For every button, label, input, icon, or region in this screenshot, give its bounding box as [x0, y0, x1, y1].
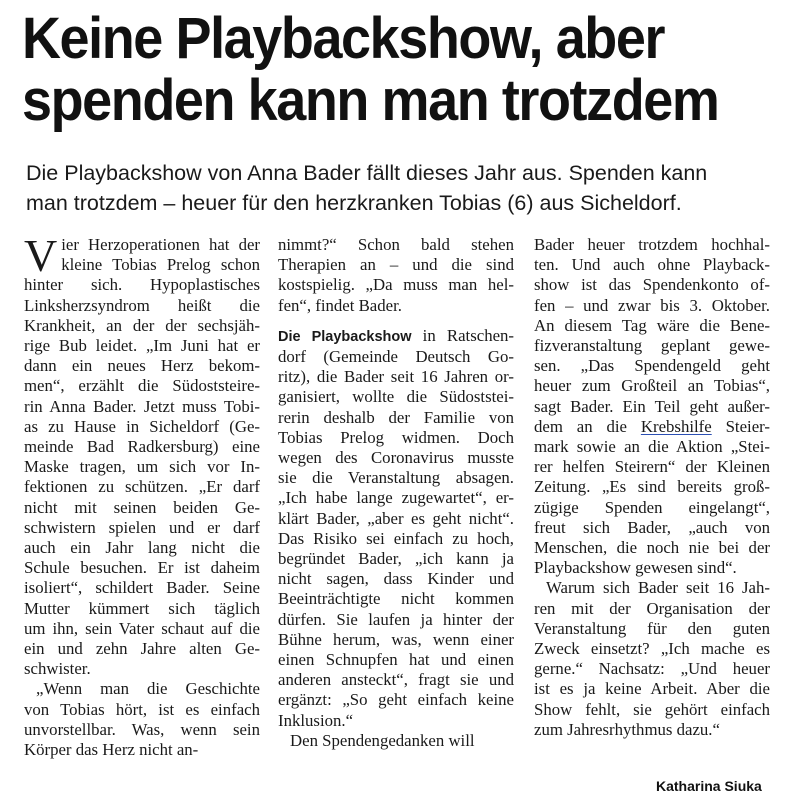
headline-line-2: spenden kann man trotzdem: [22, 68, 719, 133]
text-line: Menschen, die noch nie bei der: [534, 538, 770, 558]
text-line: rige Bub leidet. „Im Juni hat er: [24, 336, 260, 356]
text-line: dann ein neues Herz bekom-: [24, 356, 260, 376]
text-line: meinde Bad Radkersburg) eine: [24, 437, 260, 457]
text-line: Mutter kümmert sich täglich: [24, 598, 260, 618]
text-line: rerin deshalb der Familie von: [278, 407, 514, 427]
text-line: Zweck einsetzt? „Ich mache es: [534, 639, 770, 659]
text-line: sagt Bader. Ein Teil geht außer-: [534, 396, 770, 416]
text-line: ganisiert, wollte die Südoststei-: [278, 387, 514, 407]
link-prefix: dem an die: [534, 416, 641, 436]
text-line: fizveranstaltung geplant gewe-: [534, 336, 770, 356]
text-line: as zu Hause in Sicheldorf (Ge-: [24, 416, 260, 436]
article-column-3: [534, 235, 770, 740]
text-line: rer helfen Steirern“ der Kleinen: [534, 457, 770, 477]
text-line: kostspielig. „Da muss man hel-: [278, 275, 514, 295]
text-line: Warum sich Bader seit 16 Jah-: [546, 578, 770, 598]
text-line: [534, 417, 770, 437]
text-line: auch ein Jahr lang nicht die: [24, 538, 260, 558]
lead-paragraph: [26, 158, 786, 218]
text-line: Tobias Prelog widmen. Doch: [278, 427, 514, 447]
text-line: wegen des Coronavirus musste: [278, 448, 514, 468]
text-line: Veranstaltung für den guten: [534, 618, 770, 638]
headline: [22, 8, 738, 132]
text-line: ier Herzoperationen hat der: [61, 235, 260, 254]
text-line: Linksherzsyndrom heißt die: [24, 295, 260, 315]
text-line: Körper das Herz nicht an-: [24, 740, 199, 760]
text-line: „Wenn man die Geschichte: [36, 679, 260, 699]
text-line: Zeitung. „Es sind bereits groß-: [534, 477, 770, 497]
text-line: rin Anna Bader. Jetzt muss Tobi-: [24, 396, 260, 416]
text-line: men“, erzählt die Südoststeire-: [24, 376, 260, 396]
text-line: „Ich habe lange zugewartet“, er-: [278, 488, 514, 508]
text-line: Playbackshow gewesen sind“.: [534, 558, 737, 578]
text-line: ten. Und auch ohne Playback-: [534, 255, 770, 275]
text-line: ritz), die Bader seit 16 Jahren or-: [278, 367, 514, 387]
text-line: Therapien an – und die sind: [278, 255, 514, 275]
text-line: zum Jahresrhythmus dazu.“: [534, 719, 720, 739]
text-line: Beeinträchtigte nicht kommen: [278, 589, 514, 609]
text-line: Inklusion.“: [278, 710, 354, 730]
text-line: unvorstellbar. Was, wenn sein: [24, 719, 260, 739]
text-line: ergänzt: „So geht einfach keine: [278, 690, 514, 710]
text-line: hinter sich. Hypoplastisches: [24, 275, 260, 295]
text-line: ein und zehn Jahre alten Ge-: [24, 639, 260, 659]
text-line: schwistern spielen und er darf: [24, 517, 260, 537]
text-line: nicht mit seinen beiden Ge-: [24, 497, 260, 517]
text-line: sie die Veranstaltung absagen.: [278, 468, 514, 488]
drop-cap: V: [24, 230, 58, 281]
text-line: einen Schnupfen hat und einen: [278, 650, 514, 670]
subhead-continuation: in Ratschen-: [411, 325, 515, 345]
text-line: isoliert“, schildert Bader. Seine: [24, 578, 260, 598]
lead-line-1: Die Playbackshow von Anna Bader fällt dieses Jahr aus. Spenden kann: [26, 161, 708, 185]
text-line: ren mit der Organisation der: [534, 598, 770, 618]
text-line: klärt Bader, „aber es geht nicht“.: [278, 508, 514, 528]
author-byline: Katharina Siuka: [656, 778, 762, 794]
krebshilfe-link[interactable]: Krebshilfe: [640, 416, 712, 436]
text-line: fen – und zwar bis 3. Oktober.: [534, 295, 770, 315]
text-line: zügige Spenden eingelangt“,: [534, 497, 770, 517]
link-suffix: Steier-: [711, 416, 770, 436]
text-line: Maske tragen, um sich vor In-: [24, 457, 260, 477]
lead-line-2: man trotzdem – heuer für den herzkranken Tobias (6) aus Sicheldorf.: [26, 191, 682, 215]
text-line: Schule besuchen. Er ist daheim: [24, 558, 260, 578]
text-line: An diesem Tag wäre die Bene-: [534, 315, 770, 335]
text-line: fen“, findet Bader.: [278, 295, 402, 315]
text-line: Bühne herum, was, wenn einer: [278, 629, 514, 649]
article-column-2: [278, 235, 514, 751]
text-line: ist es ja keine Arbeit. Aber die: [534, 679, 770, 699]
text-line: dürfen. Sie laufen ja hinter der: [278, 609, 514, 629]
article-column-1: [24, 230, 260, 760]
text-line: Bader heuer trotzdem hochhal-: [534, 235, 770, 254]
text-line: show ist das Spendenkonto of-: [534, 275, 770, 295]
headline-line-1: Keine Playbackshow, aber: [22, 6, 665, 71]
text-line: sen. „Das Spendengeld geht: [534, 356, 770, 376]
text-line: heuer zum Großteil an Tobias“,: [534, 376, 770, 396]
text-line: schwister.: [24, 659, 91, 679]
text-line: freut sich Bader, „auch von: [534, 517, 770, 537]
text-line: fektionen zu schützen. „Er darf: [24, 477, 260, 497]
text-line: von Tobias hört, ist es einfach: [24, 699, 260, 719]
section-subhead: Die Playbackshow: [278, 328, 412, 345]
text-line: gerne.“ Nachsatz: „Und heuer: [534, 659, 770, 679]
section-subhead-line: [278, 326, 514, 347]
text-line: nicht sagen, dass Kinder und: [278, 569, 514, 589]
text-line: nimmt?“ Schon bald stehen: [278, 235, 514, 254]
text-line: Show fehlt, sie gehört einfach: [534, 699, 770, 719]
text-line: um ihn, sein Vater schaut auf die: [24, 618, 260, 638]
text-line: Den Spendengedanken will: [290, 730, 475, 750]
text-line: mark sowie an die Aktion „Stei-: [534, 437, 770, 457]
text-line: kleine Tobias Prelog schon: [61, 255, 260, 275]
text-line: Das Risiko sei einfach zu hoch,: [278, 528, 514, 548]
text-line: begründet Bader, „ich kann ja: [278, 549, 514, 569]
text-line: anderen ansteckt“, fragt sie und: [278, 670, 514, 690]
text-line: Krankheit, an der der sechsjäh-: [24, 315, 260, 335]
text-line: dorf (Gemeinde Deutsch Go-: [278, 347, 514, 367]
